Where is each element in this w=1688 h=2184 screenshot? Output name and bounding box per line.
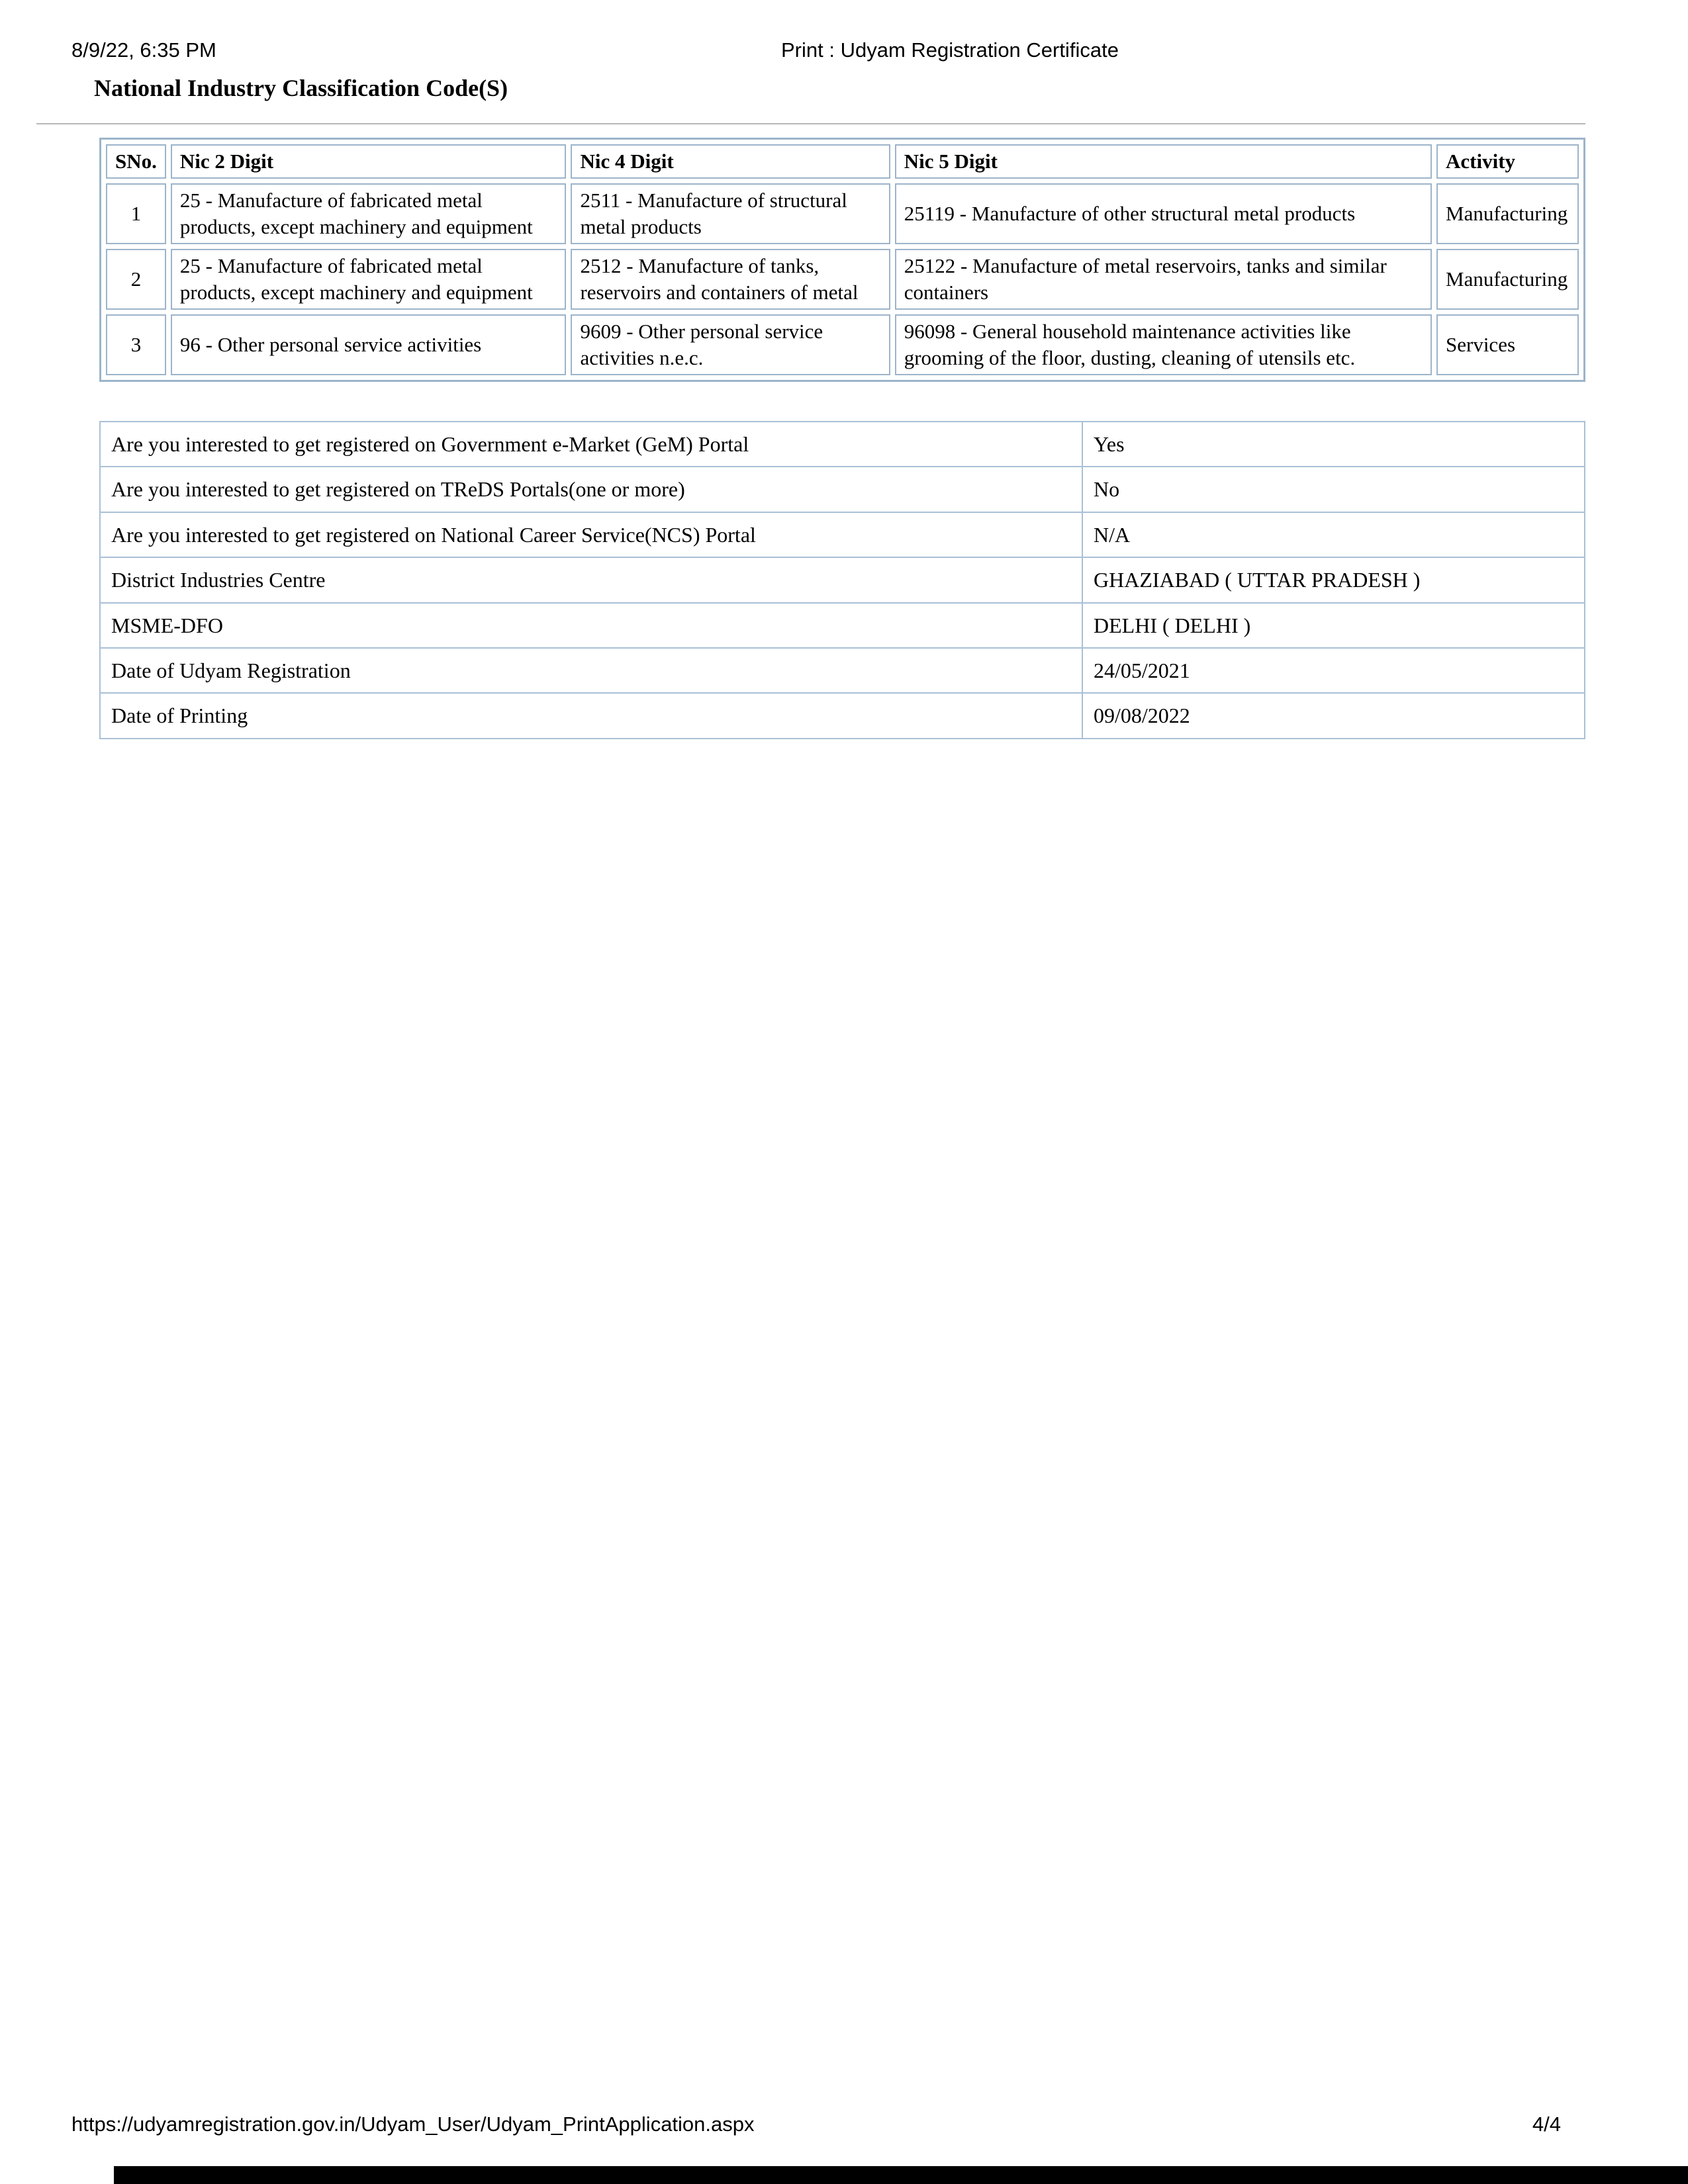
cell-sno: 1 xyxy=(106,183,166,244)
info-value: N/A xyxy=(1082,512,1585,557)
info-label: Are you interested to get registered on National Career Service(NCS) Portal xyxy=(100,512,1082,557)
info-value: 09/08/2022 xyxy=(1082,693,1585,738)
table-row xyxy=(100,648,1585,693)
info-value: No xyxy=(1082,467,1585,512)
cell-nic2: 25 - Manufacture of fabricated metal products, except machinery and equipment xyxy=(171,183,567,244)
info-label: District Industries Centre xyxy=(100,557,1082,602)
info-label: MSME-DFO xyxy=(100,603,1082,648)
cell-nic4: 2512 - Manufacture of tanks, reservoirs and containers of metal xyxy=(571,249,890,310)
table-row xyxy=(100,603,1585,648)
table-row xyxy=(100,422,1585,467)
info-label: Are you interested to get registered on Government e-Market (GeM) Portal xyxy=(100,422,1082,467)
info-value: DELHI ( DELHI ) xyxy=(1082,603,1585,648)
cell-nic4: 2511 - Manufacture of structural metal products xyxy=(571,183,890,244)
cell-nic4: 9609 - Other personal service activities n.e.c. xyxy=(571,314,890,375)
title-divider xyxy=(36,123,1585,124)
column-header-nic4: Nic 4 Digit xyxy=(571,144,890,179)
cell-sno: 3 xyxy=(106,314,166,375)
print-header-title: Print : Udyam Registration Certificate xyxy=(781,38,1119,62)
table-row xyxy=(100,467,1585,512)
cell-activity: Services xyxy=(1436,314,1579,375)
table-header-row xyxy=(106,144,1579,179)
cell-activity: Manufacturing xyxy=(1436,183,1579,244)
info-label: Date of Udyam Registration xyxy=(100,648,1082,693)
table-row xyxy=(106,249,1579,310)
column-header-sno: SNo. xyxy=(106,144,166,179)
info-label: Date of Printing xyxy=(100,693,1082,738)
print-footer-url: https://udyamregistration.gov.in/Udyam_User/Udyam_PrintApplication.aspx xyxy=(71,2113,755,2136)
column-header-nic5: Nic 5 Digit xyxy=(895,144,1432,179)
nic-classification-table xyxy=(99,138,1585,382)
cell-activity: Manufacturing xyxy=(1436,249,1579,310)
cell-nic2: 96 - Other personal service activities xyxy=(171,314,567,375)
column-header-activity: Activity xyxy=(1436,144,1579,179)
cell-nic5: 25122 - Manufacture of metal reservoirs, tanks and similar containers xyxy=(895,249,1432,310)
print-header-datetime: 8/9/22, 6:35 PM xyxy=(71,38,216,62)
info-value: 24/05/2021 xyxy=(1082,648,1585,693)
cell-nic2: 25 - Manufacture of fabricated metal products, except machinery and equipment xyxy=(171,249,567,310)
info-value: GHAZIABAD ( UTTAR PRADESH ) xyxy=(1082,557,1585,602)
column-header-nic2: Nic 2 Digit xyxy=(171,144,567,179)
print-footer-page-number: 4/4 xyxy=(1532,2113,1561,2136)
table-row xyxy=(106,314,1579,375)
table-row xyxy=(100,557,1585,602)
page-title: National Industry Classification Code(S) xyxy=(94,75,508,101)
bottom-scan-artifact-bar xyxy=(114,2166,1688,2184)
table-row xyxy=(100,693,1585,738)
cell-nic5: 96098 - General household maintenance activities like grooming of the floor, dusting, cleaning of utensils etc. xyxy=(895,314,1432,375)
registration-info-table xyxy=(99,421,1585,739)
table-row xyxy=(100,512,1585,557)
info-value: Yes xyxy=(1082,422,1585,467)
cell-nic5: 25119 - Manufacture of other structural metal products xyxy=(895,183,1432,244)
table-row xyxy=(106,183,1579,244)
cell-sno: 2 xyxy=(106,249,166,310)
info-label: Are you interested to get registered on TReDS Portals(one or more) xyxy=(100,467,1082,512)
